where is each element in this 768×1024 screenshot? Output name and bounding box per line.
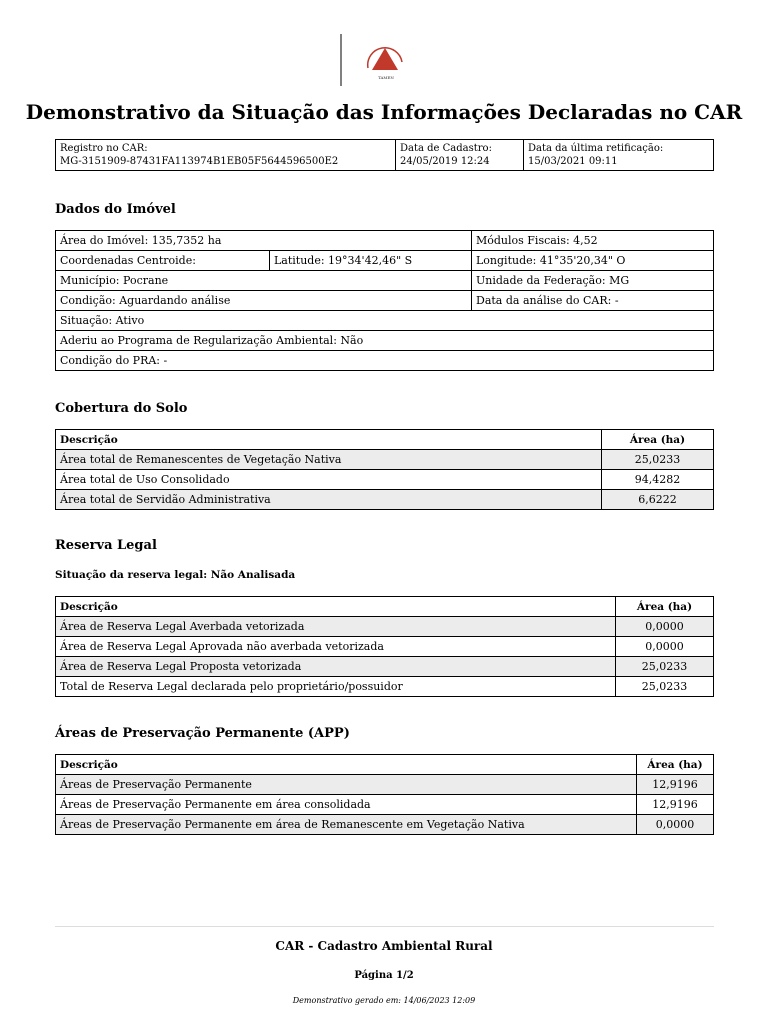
table-row: [56, 617, 714, 637]
table-row: [56, 331, 714, 351]
dados-imovel-heading: Dados do Imóvel: [55, 202, 176, 217]
row-desc: Área total de Remanescentes de Vegetação Nativa: [56, 450, 602, 470]
col-area: Área (ha): [602, 430, 714, 450]
col-area: Área (ha): [616, 597, 714, 617]
table-header-row: [56, 755, 714, 775]
data-cadastro-cell: [395, 140, 523, 170]
reserva-legal-situacao: Situação da reserva legal: Não Analisada: [55, 569, 296, 581]
footer-system-name: CAR - Cadastro Ambiental Rural: [275, 939, 493, 953]
table-row: [56, 291, 714, 311]
data-retificacao-value: 15/03/2021 09:11: [528, 156, 618, 167]
table-row: [56, 490, 714, 510]
row-area: 25,0233: [616, 677, 714, 697]
table-row: [56, 795, 714, 815]
table-row: [56, 775, 714, 795]
data-cadastro-value: 24/05/2019 12:24: [400, 156, 490, 167]
minas-gerais-seal-logo: [340, 34, 428, 86]
data-retificacao-label: Data da última retificação:: [528, 143, 664, 154]
registro-box: [55, 139, 714, 171]
table-row: [56, 470, 714, 490]
table-row: [56, 657, 714, 677]
table-row: [56, 637, 714, 657]
row-area: 12,9196: [637, 795, 714, 815]
dados-imovel-table: [55, 230, 714, 371]
registro-value: MG-3151909-87431FA113974B1EB05F5644596500E2: [60, 156, 339, 167]
generated-timestamp: Demonstrativo gerado em: 14/06/2023 12:09: [292, 996, 476, 1005]
table-row: [56, 251, 714, 271]
row-desc: Área de Reserva Legal Averbada vetorizada: [56, 617, 616, 637]
coordenadas-label: Coordenadas Centroide:: [56, 251, 270, 271]
table-row: [56, 311, 714, 331]
row-desc: Área de Reserva Legal Aprovada não averbada vetorizada: [56, 637, 616, 657]
page-title: Demonstrativo da Situação das Informações Declaradas no CAR: [25, 100, 743, 124]
app-heading: Áreas de Preservação Permanente (APP): [55, 726, 350, 741]
col-descricao: Descrição: [56, 430, 602, 450]
row-area: 0,0000: [616, 617, 714, 637]
row-desc: Áreas de Preservação Permanente em área de Remanescente em Vegetação Nativa: [56, 815, 637, 835]
reserva-legal-table: [55, 596, 714, 697]
col-descricao: Descrição: [56, 597, 616, 617]
svg-text:TAMEN: TAMEN: [378, 75, 394, 80]
row-area: 0,0000: [616, 637, 714, 657]
condicao-pra: Condição do PRA: -: [56, 351, 714, 371]
row-area: 25,0233: [602, 450, 714, 470]
data-retificacao-cell: [523, 140, 713, 170]
table-row: [56, 450, 714, 470]
row-desc: Área total de Servidão Administrativa: [56, 490, 602, 510]
table-row: [56, 271, 714, 291]
condicao: Condição: Aguardando análise: [56, 291, 472, 311]
modulos-fiscais: Módulos Fiscais: 4,52: [472, 231, 714, 251]
cobertura-solo-heading: Cobertura do Solo: [55, 401, 188, 416]
row-area: 25,0233: [616, 657, 714, 677]
row-area: 6,6222: [602, 490, 714, 510]
row-area: 0,0000: [637, 815, 714, 835]
app-table: [55, 754, 714, 835]
situacao: Situação: Ativo: [56, 311, 714, 331]
footer-divider: [55, 926, 714, 927]
col-area: Área (ha): [637, 755, 714, 775]
table-row: [56, 815, 714, 835]
table-row: [56, 231, 714, 251]
programa-regularizacao: Aderiu ao Programa de Regularização Ambiental: Não: [56, 331, 714, 351]
unidade-federacao: Unidade da Federação: MG: [472, 271, 714, 291]
area-imovel: Área do Imóvel: 135,7352 ha: [56, 231, 472, 251]
col-descricao: Descrição: [56, 755, 637, 775]
table-header-row: [56, 430, 714, 450]
row-desc: Total de Reserva Legal declarada pelo proprietário/possuidor: [56, 677, 616, 697]
longitude: Longitude: 41°35'20,34" O: [472, 251, 714, 271]
row-area: 94,4282: [602, 470, 714, 490]
registro-label: Registro no CAR:: [60, 143, 148, 154]
municipio: Município: Pocrane: [56, 271, 472, 291]
page-number: Página 1/2: [354, 970, 414, 981]
row-area: 12,9196: [637, 775, 714, 795]
row-desc: Área de Reserva Legal Proposta vetorizada: [56, 657, 616, 677]
row-desc: Área total de Uso Consolidado: [56, 470, 602, 490]
row-desc: Áreas de Preservação Permanente em área consolidada: [56, 795, 637, 815]
latitude: Latitude: 19°34'42,46" S: [270, 251, 472, 271]
table-header-row: [56, 597, 714, 617]
reserva-legal-heading: Reserva Legal: [55, 538, 157, 553]
registro-cell: [56, 140, 395, 170]
table-row: [56, 351, 714, 371]
cobertura-solo-table: [55, 429, 714, 510]
table-row: [56, 677, 714, 697]
row-desc: Áreas de Preservação Permanente: [56, 775, 637, 795]
data-analise: Data da análise do CAR: -: [472, 291, 714, 311]
data-cadastro-label: Data de Cadastro:: [400, 143, 492, 154]
